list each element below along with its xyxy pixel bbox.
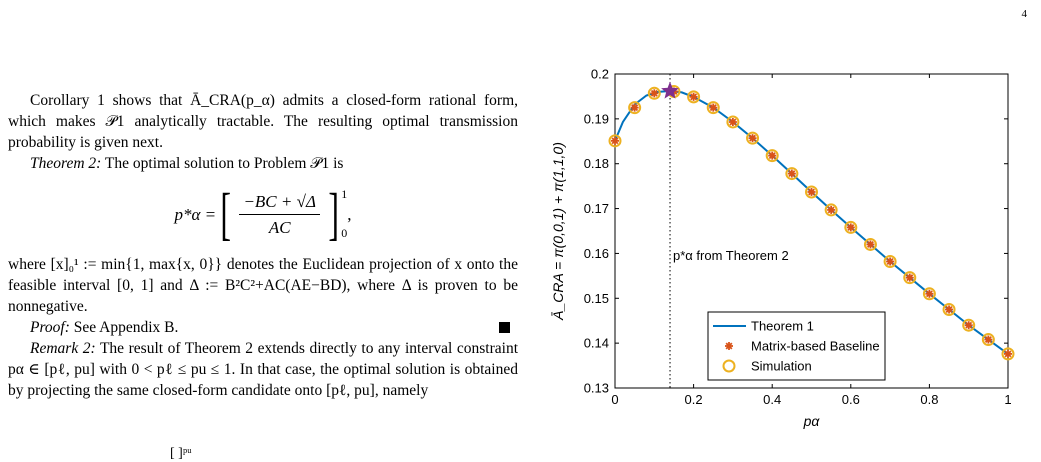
baseline-point (709, 104, 717, 112)
x-tick-label: 0 (611, 392, 619, 407)
body-text-column (8, 90, 518, 401)
baseline-point (690, 93, 698, 101)
x-tick-label: 0.4 (763, 392, 782, 407)
equation-numerator: −BC + √Δ (239, 191, 319, 215)
figure (540, 60, 1030, 445)
equation-lhs: p*α = (174, 204, 217, 224)
line-chart (540, 60, 1030, 440)
baseline-point (906, 274, 914, 282)
baseline-point (729, 118, 737, 126)
right-bracket: ] (328, 181, 339, 246)
equation-denominator: AC (268, 217, 291, 237)
baseline-point (984, 336, 992, 344)
remark-body: The result of Theorem 2 extends directly to any interval constraint pα ∈ [pℓ, pu] with 0 < pℓ ≤ pu ≤ 1. In that case, the optimal solution is obtained by projecting the same closed-form candidate onto [pℓ, pu], namely (8, 340, 518, 399)
partial-equation: [ ]ᵖᵘ (170, 446, 192, 461)
theorem-label: Theorem 2: (30, 155, 102, 172)
y-tick-label: 0.17 (583, 201, 609, 217)
y-tick-label: 0.13 (583, 380, 609, 396)
baseline-point (847, 223, 855, 231)
y-tick-label: 0.14 (583, 335, 609, 351)
baseline-point (611, 137, 619, 145)
paragraph-remark (8, 338, 518, 401)
equation-tail: , (347, 204, 352, 224)
x-tick-label: 0.8 (920, 392, 939, 407)
legend-label: Theorem 1 (751, 318, 814, 334)
legend-asterisk-swatch (725, 342, 733, 350)
y-tick-label: 0.18 (583, 156, 609, 172)
baseline-point (631, 104, 639, 112)
paragraph-proof (8, 317, 518, 338)
equation-fraction (239, 191, 319, 238)
y-tick-label: 0.2 (590, 66, 609, 82)
baseline-point (965, 321, 973, 329)
y-tick-label: 0.15 (583, 290, 609, 306)
equation-upper-limit: 1 (341, 187, 348, 201)
baseline-point (827, 206, 835, 214)
x-axis-label: pα (803, 413, 820, 429)
baseline-point (749, 134, 757, 142)
proof-label: Proof: (30, 319, 70, 336)
x-tick-label: 0.6 (841, 392, 860, 407)
baseline-point (1004, 350, 1012, 358)
page-number: 4 (1021, 8, 1027, 20)
paragraph-corollary: Corollary 1 shows that Ā_CRA(p_α) admits a closed-form rational form, which makes 𝒫1 analytically tractable. The resulting optimal transmission probability is given next. (8, 92, 518, 151)
theorem-body: The optimal solution to Problem 𝒫1 is (101, 155, 344, 172)
equation-lower-limit: 0 (341, 226, 348, 240)
baseline-point (808, 188, 816, 196)
legend-label: Simulation (751, 358, 812, 374)
baseline-point (788, 170, 796, 178)
paragraph-theorem (8, 153, 518, 174)
equation-optimal-p (8, 174, 518, 254)
baseline-point (925, 290, 933, 298)
remark-label: Remark 2: (30, 340, 96, 357)
qed-square-icon (499, 322, 510, 333)
annotation-label: p*α from Theorem 2 (673, 248, 789, 264)
baseline-point (866, 240, 874, 248)
baseline-point (768, 152, 776, 160)
y-tick-label: 0.19 (583, 111, 609, 127)
baseline-point (886, 258, 894, 266)
y-axis-label: Ā_CRA = π(0,0,1) + π(1,1,0) (550, 142, 566, 320)
x-tick-label: 1 (1004, 392, 1012, 407)
y-tick-label: 0.16 (583, 245, 609, 261)
x-tick-label: 0.2 (684, 392, 703, 407)
proof-body: See Appendix B. (69, 319, 179, 336)
baseline-point (650, 89, 658, 97)
paragraph-projection: where [x]₀¹ := min{1, max{x, 0}} denotes the Euclidean projection of x onto the feasible interval [0, 1] and Δ := B²C²+AC(AE−BD), where Δ is proven to be nonnegative. (8, 256, 518, 315)
left-bracket: [ (220, 181, 232, 246)
baseline-point (945, 306, 953, 314)
legend-label: Matrix-based Baseline (751, 338, 880, 354)
